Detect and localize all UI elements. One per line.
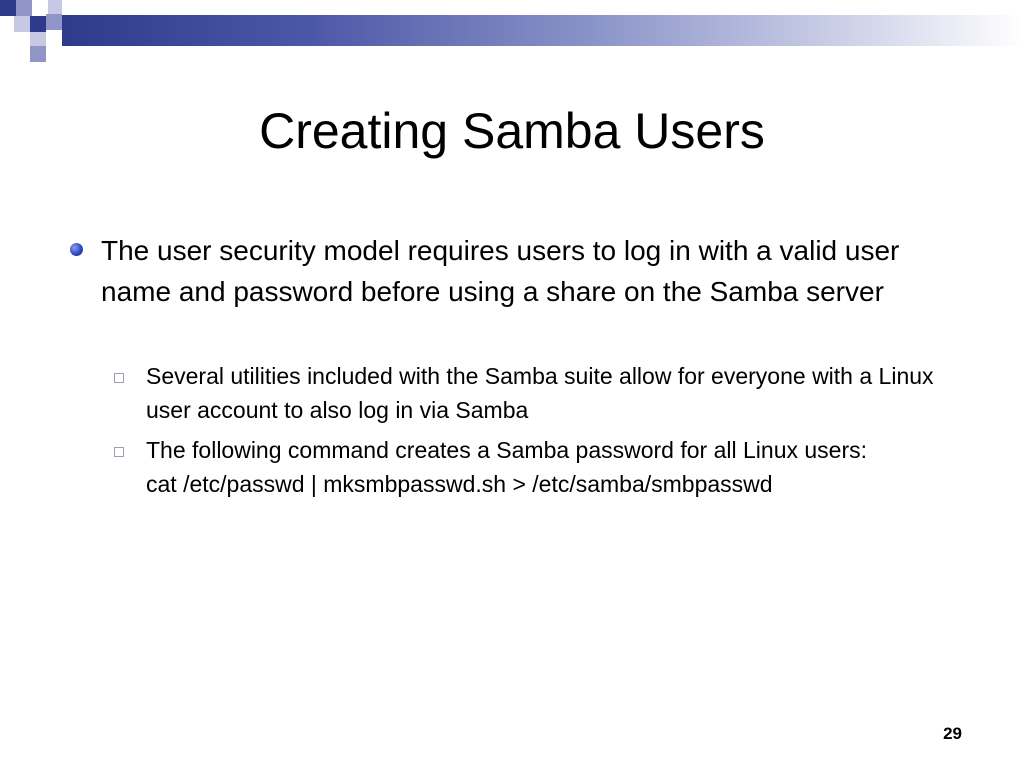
sub-bullet-square-icon: [114, 373, 124, 383]
sub-bullet-command: [146, 433, 976, 501]
sub-bullet-square-icon: [114, 447, 124, 457]
command-line: cat /etc/passwd | mksmbpasswd.sh > /etc/samba/smbpasswd: [146, 471, 773, 497]
header-gradient-band: [62, 15, 1024, 46]
slide-title: Creating Samba Users: [259, 103, 765, 159]
page-number: 29: [943, 724, 962, 743]
bullet-dot-icon: [70, 243, 83, 256]
sub-bullet-command-text: The following command creates a Samba password for all Linux users:: [146, 437, 868, 463]
bullet-main: The user security model requires users to log in with a valid user name and password before using a share on the Samba server: [101, 235, 900, 307]
sub-bullet-utilities: Several utilities included with the Samba suite allow for everyone with a Linux user account to also log in via Samba: [146, 363, 934, 423]
